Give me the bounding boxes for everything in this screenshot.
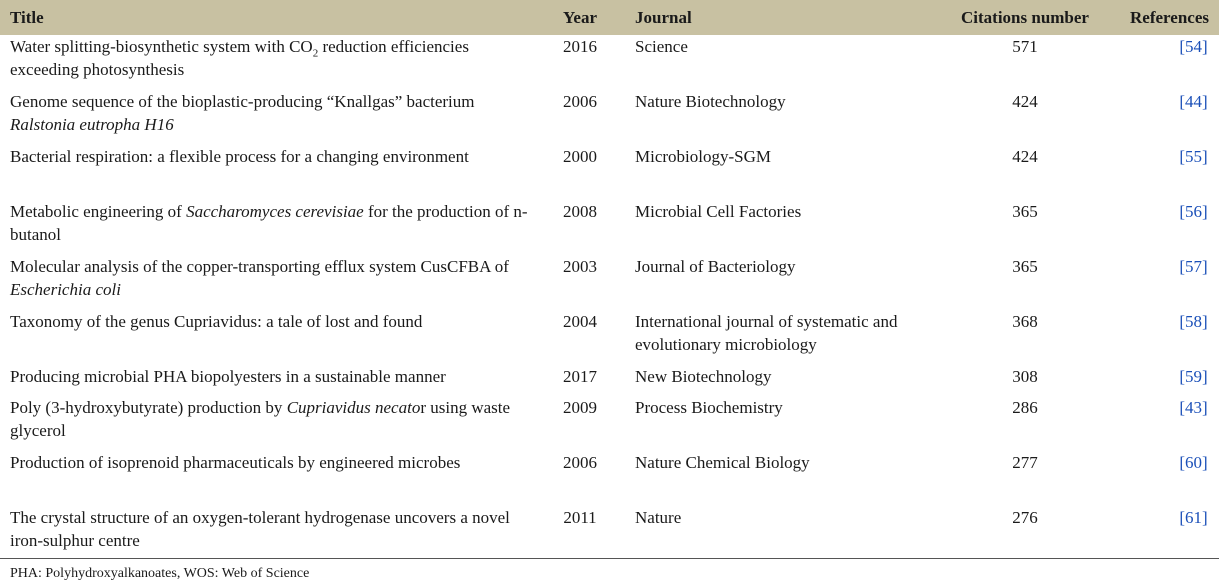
cell-journal: Process Biochemistry: [635, 398, 783, 417]
cell-reference: [1130, 145, 1219, 200]
cell-year: 2006: [563, 453, 597, 472]
header-citations: Citations number: [961, 7, 1089, 27]
cell-citations: 424: [1012, 92, 1038, 111]
cell-year: 2008: [563, 202, 597, 221]
cell-year: 2000: [563, 147, 597, 166]
cell-journal: Microbial Cell Factories: [635, 202, 802, 221]
cell-citations: 308: [1012, 367, 1038, 386]
header-journal: Journal: [635, 7, 692, 27]
cell-year: 2003: [563, 257, 597, 276]
cell-year: 2016: [563, 37, 597, 56]
cell-citations: 368: [1012, 312, 1038, 331]
reference-link[interactable]: [58]: [1179, 312, 1208, 331]
cell-title: Bacterial respiration: a flexible process for a changing environment: [10, 147, 469, 166]
cell-reference: [1130, 255, 1219, 310]
header-references: References: [1130, 7, 1209, 27]
reference-link[interactable]: [57]: [1179, 257, 1208, 276]
cell-reference: [1130, 90, 1219, 145]
cell-citations: 365: [1012, 202, 1038, 221]
cell-reference: [1130, 365, 1219, 396]
cell-reference: [1130, 200, 1219, 255]
table-row: [0, 90, 1219, 145]
cell-title: Metabolic engineering of Saccharomyces cerevisiae for the production of n-butanol: [10, 202, 528, 244]
cell-title: Poly (3-hydroxybutyrate) production by Cupriavidus necator using waste glycerol: [10, 398, 511, 440]
cell-year: 2017: [563, 367, 597, 386]
table-bottom-divider: [0, 558, 1219, 559]
cell-title: Water splitting-biosynthetic system with $CO_2$ reduction efficiencies exceeding photosynthesis: [10, 37, 469, 79]
header-title: Title: [10, 7, 44, 27]
cell-citations: 365: [1012, 257, 1038, 276]
cell-journal: International journal of systematic and evolutionary microbiology: [635, 312, 898, 354]
cell-year: 2006: [563, 92, 597, 111]
table-row: [0, 396, 1219, 451]
cell-citations: 276: [1012, 508, 1038, 527]
cell-journal: Journal of Bacteriology: [635, 257, 796, 276]
reference-link[interactable]: [60]: [1179, 453, 1208, 472]
table-row: [0, 451, 1219, 506]
cell-year: 2009: [563, 398, 597, 417]
cell-citations: 571: [1012, 37, 1038, 56]
reference-link[interactable]: [55]: [1179, 147, 1208, 166]
cell-journal: Microbiology-SGM: [635, 147, 771, 166]
table-row: [0, 506, 1219, 561]
table-row: [0, 365, 1219, 396]
cell-title: Producing microbial PHA biopolyesters in a sustainable manner: [10, 367, 446, 386]
cell-title: The crystal structure of an oxygen-tolerant hydrogenase uncovers a novel iron-sulphur centre: [10, 508, 510, 550]
table-row: [0, 145, 1219, 200]
cell-journal: Nature Chemical Biology: [635, 453, 810, 472]
cell-journal: Science: [635, 37, 688, 56]
cell-reference: [1130, 35, 1219, 90]
reference-link[interactable]: [43]: [1179, 398, 1208, 417]
cell-reference: [1130, 310, 1219, 365]
table-row: [0, 35, 1219, 90]
reference-link[interactable]: [56]: [1179, 202, 1208, 221]
header-year: Year: [563, 7, 597, 27]
cell-journal: Nature Biotechnology: [635, 92, 786, 111]
reference-link[interactable]: [44]: [1179, 92, 1208, 111]
cell-reference: [1130, 506, 1219, 561]
cell-year: 2011: [563, 508, 597, 527]
reference-link[interactable]: [61]: [1179, 508, 1208, 527]
table-row: [0, 200, 1219, 255]
table-header-row: [0, 0, 1219, 35]
cell-citations: 277: [1012, 453, 1038, 472]
cell-reference: [1130, 451, 1219, 506]
table-body: [0, 35, 1219, 561]
cell-title: Production of isoprenoid pharmaceuticals by engineered microbes: [10, 453, 461, 472]
cell-year: 2004: [563, 312, 597, 331]
table-footnote: PHA: Polyhydroxyalkanoates, WOS: Web of Science: [10, 566, 310, 581]
cell-title: Taxonomy of the genus Cupriavidus: a tale of lost and found: [10, 312, 423, 331]
cell-title: Molecular analysis of the copper-transporting efflux system CusCFBA of Escherichia coli: [10, 257, 509, 299]
cell-citations: 286: [1012, 398, 1038, 417]
cell-citations: 424: [1012, 147, 1038, 166]
reference-link[interactable]: [54]: [1179, 37, 1208, 56]
cell-title: Genome sequence of the bioplastic-producing “Knallgas” bacterium Ralstonia eutropha H16: [10, 92, 475, 134]
cell-journal: Nature: [635, 508, 682, 527]
table-row: [0, 255, 1219, 310]
reference-link[interactable]: [59]: [1179, 367, 1208, 386]
cell-journal: New Biotechnology: [635, 367, 772, 386]
table-row: [0, 310, 1219, 365]
cell-reference: [1130, 396, 1219, 451]
